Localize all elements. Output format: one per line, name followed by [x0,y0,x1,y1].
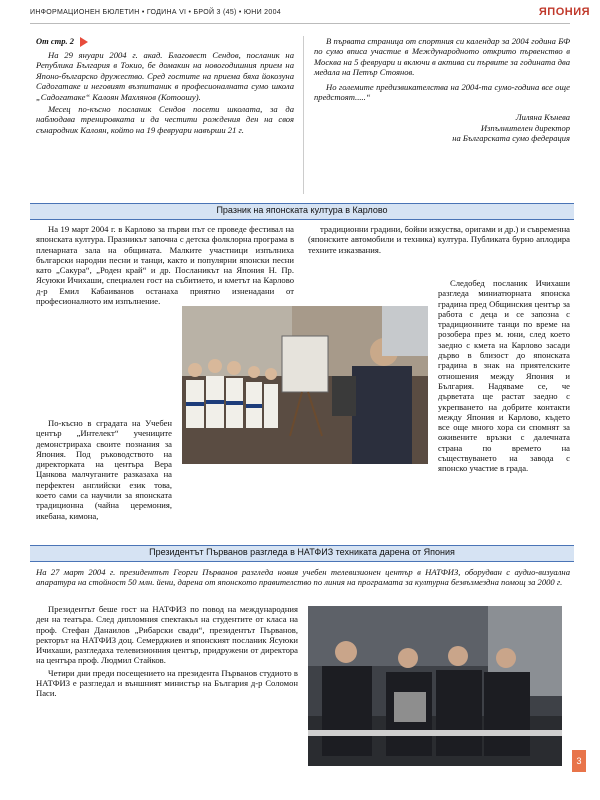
paragraph: Но големите предизвикателства на 2004-та сумо-година все още предстоят.....“ [314,81,570,103]
article-text-right-col [438,278,570,474]
page-number: 3 [572,750,586,772]
page-header [30,6,590,20]
article-title-band [30,545,574,562]
signature [314,112,570,144]
section-title: ЯПОНИЯ [538,6,590,18]
continued-article [30,36,574,196]
article-text-intro [36,224,294,306]
paragraph: По-късно в сградата на Учебен център „Интелект“ учениците демонстрираха своите познания за Япония. Под ръководството на директорката на центъра Вера Цанкова малчуганите разказаха на перфектен английски език това, което сами са научили за японската традиционна (чайна церемония, икебана, кимона, [36,418,172,521]
signature-role: Изпълнителен директор [480,122,570,133]
continued-from-label: От стр. 2 [36,36,75,46]
children-and-ambassador-photo [182,306,428,464]
paragraph: Президентът беше гост на НАТФИЗ по повод на международния ден на театъра. След дипломния спектакъл на студентите от класа на проф. Стефан Данаилов „Рибарски свади“, президентът Първанов, ректорът на НАТФИЗ доц. Семерджиев и японският посланик Ясуюки Ичихаши, разгледаха телевизионния център, придружени от директора на центъра проф. Людмил Стайков. [36,604,298,666]
article-text-right [308,224,570,255]
article-title: Президентът Първанов разгледа в НАТФИЗ техниката дарена от Япония [149,547,455,557]
signature-name: Лиляна Кънева [515,112,570,123]
paragraph: На 29 януари 2004 г. акад. Благовест Сендов, посланик на Република България в Токио, бе домакин на новогодишния прием на Японо-българско дружество. Сред гостите на приема бяха йокозуна Садогатаке и неговият възпитаник в професионалната сумо школа „Садогатаке“ Калоян Махлянов (Котоошу). [36,50,294,102]
article-text [36,604,298,699]
article-text-continued [36,418,172,521]
continued-column-left [36,36,294,137]
arrow-right-icon [80,37,88,47]
president-photo [308,606,562,766]
officials-seated-photo [308,606,562,766]
continued-column-right [314,36,570,144]
column-divider [303,36,304,194]
header-divider [30,23,570,24]
signature-org: на Българската сумо федерация [452,133,570,144]
paragraph: На 19 март 2004 г. в Карлово за първи път се проведе фестивал на японската култура. Празникът започна с детска фолклорна програма в пленарната зала на общината. Малките участници изпълниха български народни песни и танци, както и популярни японски песни като „Сакура“, „Роден край“ и др. Посланикът на Япония Н. Пр. Ясуюки Ичихаши, специален гост на събитието, и кметът на Карлово д-р Емил Кабаиванов останаха приятно изненадани от професионалното им изпълнение. [36,224,294,307]
article-lead: На 27 март 2004 г. президентът Георги Първанов разгледа новия учебен телевизионен център в НАТФИЗ, оборудван с аудио-визуална апаратура на стойност 50 млн. йени, дарена от японското правителство по линия на програмата за културна безвъзмездна помощ за 2000 г. [36,567,570,588]
paragraph: В първата страница от спортния си календар за 2004 година БФ по сумо вписа участие в Международното открито първенство в Москва на 5 февруари и включи в актива си първите за годината два медала на Петър Стоянов. [314,36,570,78]
bulletin-info: ИНФОРМАЦИОНЕН БЮЛЕТИН • ГОДИНА VI • БРОЙ 3 (45) • ЮНИ 2004 [30,9,281,16]
article-title: Празник на японската култура в Карлово [216,205,388,215]
paragraph: традиционни градини, бойни изкуства, оригами и др.) и съвременна (японските автомобили и техника) култура. Публиката бурно аплодира техните изказвания. [308,224,570,255]
article-title-band [30,203,574,220]
paragraph: Следобед посланик Ичихаши разгледа миниатюрната японска градина пред Общинския център за работа с деца и се запозна с традиционните танци по време на розобера през м. юни, след което заедно с кмета на Карлово засади дърво в близост до японската градина в знак на приятелските отношения между Япония и България. Надяваме се, че дърветата ще растат заедно с укрепването на добрите контакти между Япония и Карлово, където все още много хора си спомнят за оживените връзки с далечната страна по времето на съществуването на завода с японско участие в града. [438,278,570,474]
paragraph: Месец по-късно посланик Сендов посети школата, за да наблюдава тренировката и да честити рождения ден на своя сънародник Калоян, който на 19 февруари навърши 21 г. [36,104,294,135]
festival-photo [182,306,428,464]
paragraph: Четири дни преди посещението на президента Първанов студиото в НАТФИЗ е разгледал и външният министър на България д-р Соломон Паси. [36,667,298,699]
